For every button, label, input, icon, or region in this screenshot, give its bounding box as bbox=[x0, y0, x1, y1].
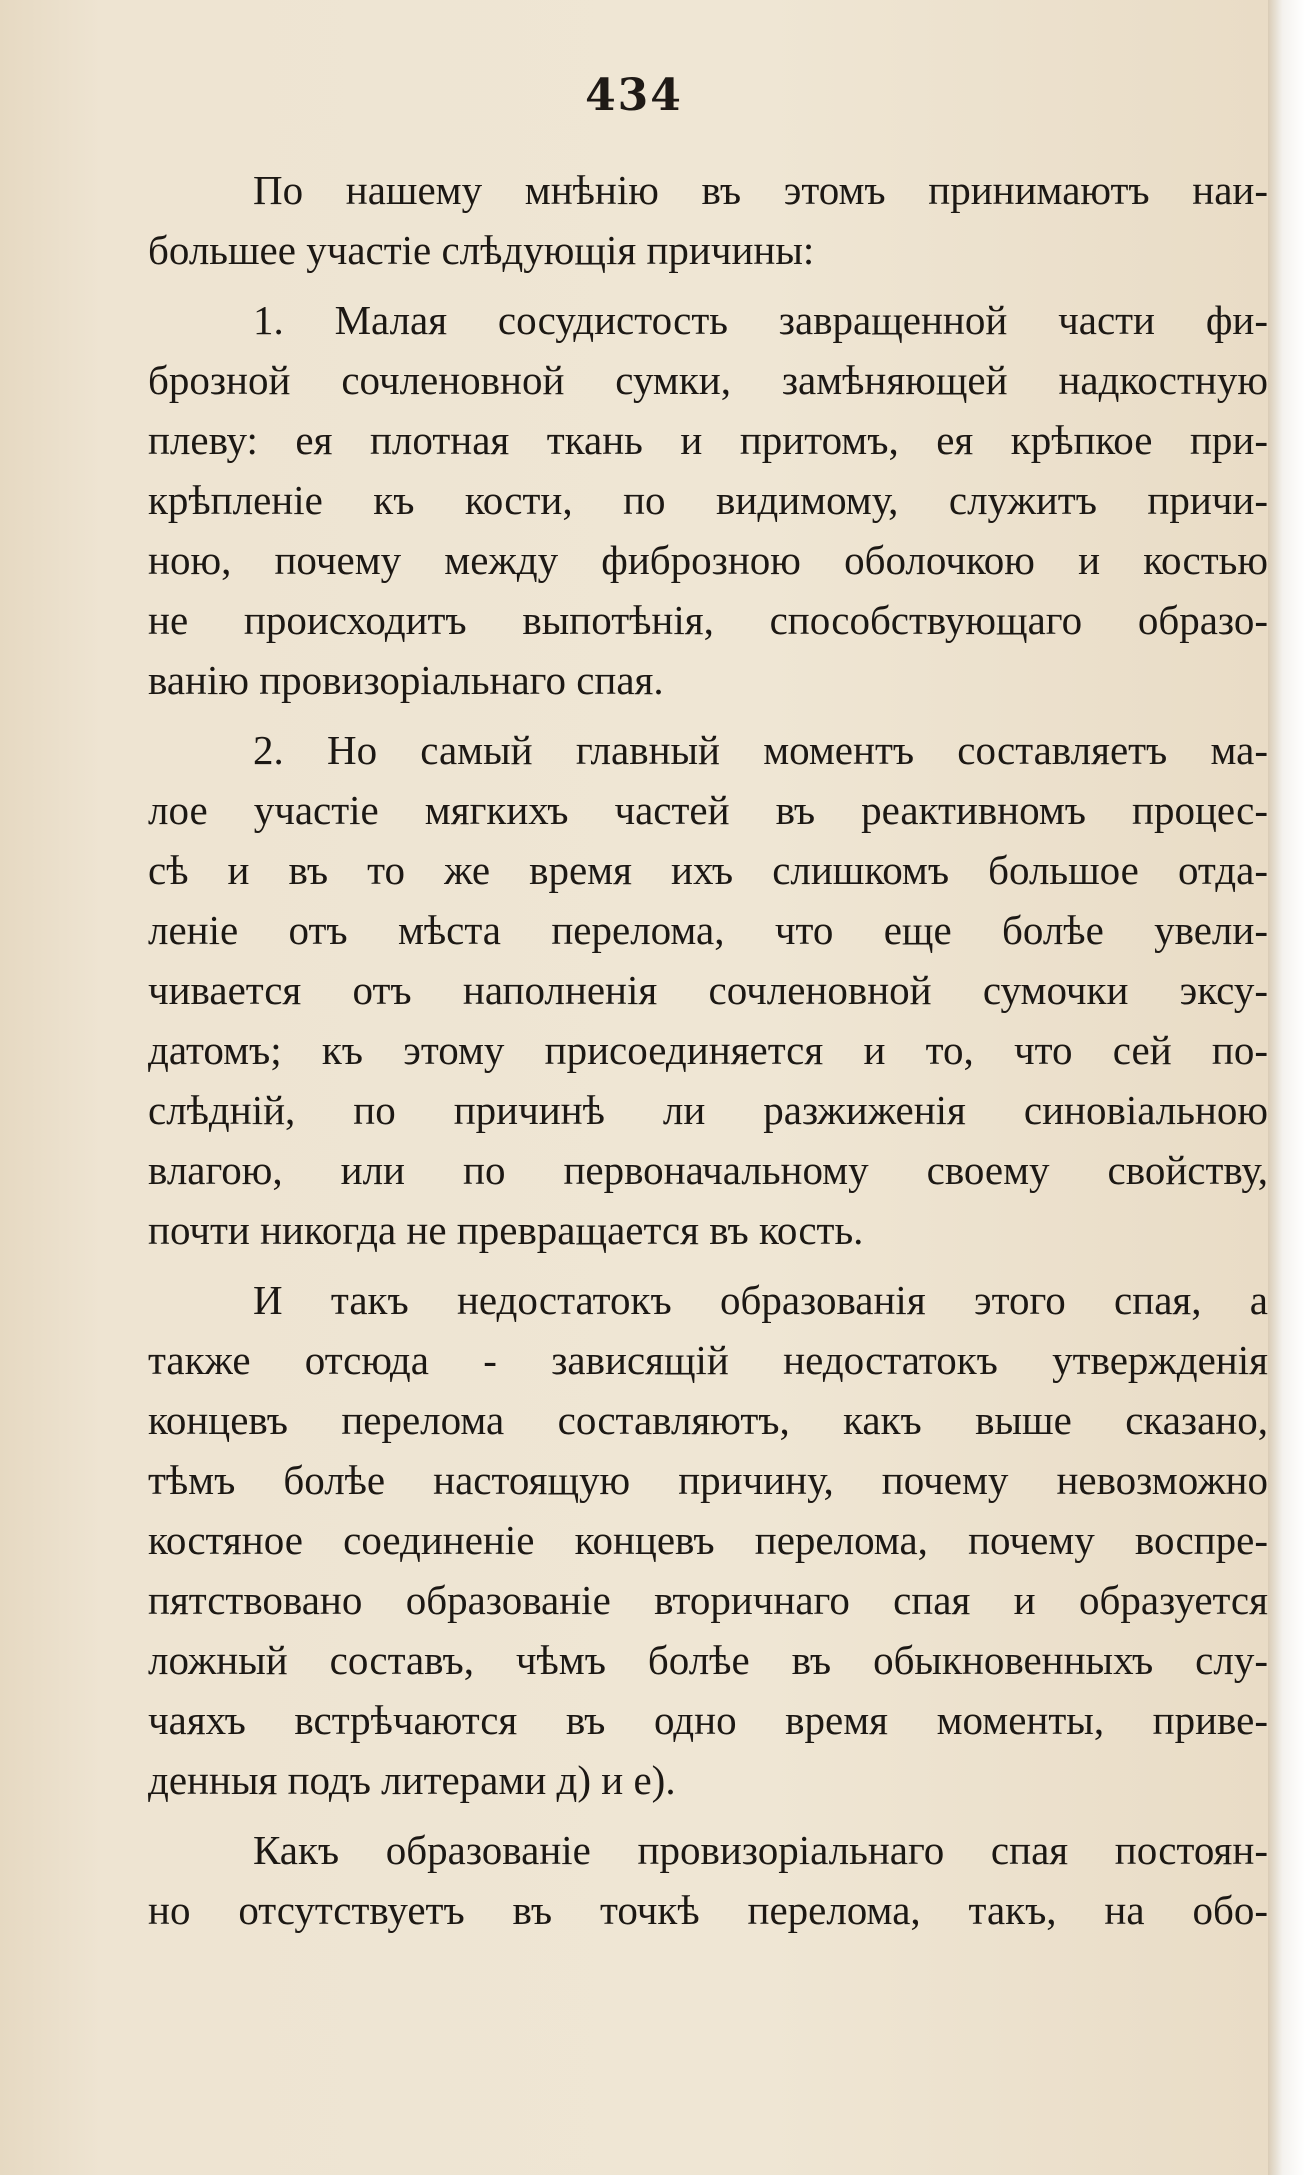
paragraph-1 bbox=[148, 160, 1268, 280]
text-line: По нашему мнѣнію въ этомъ принимаютъ наи- bbox=[253, 167, 1268, 213]
text-line: чаяхъ встрѣчаются въ одно время моменты, приве- bbox=[148, 1697, 1268, 1743]
text-line: не происходитъ выпотѣнія, способствующаго образо- bbox=[148, 597, 1268, 643]
text-line: леніе отъ мѣста перелома, что еще болѣе увели- bbox=[148, 907, 1268, 953]
paragraph-4 bbox=[148, 1270, 1268, 1810]
page-edge bbox=[1268, 0, 1305, 2175]
text-line: костяное соединеніе концевъ перелома, почему воспре- bbox=[148, 1517, 1268, 1563]
text-line: сѣ и въ то же время ихъ слишкомъ большое отда- bbox=[148, 847, 1268, 893]
text-line: брозной сочленовной сумки, замѣняющей надкостную bbox=[148, 357, 1268, 403]
page-number: 434 bbox=[585, 70, 683, 121]
text-line: большее участіе слѣдующія причины: bbox=[148, 227, 815, 273]
text-line: лое участіе мягкихъ частей въ реактивномъ процес- bbox=[148, 787, 1268, 833]
text-line: 1. Малая сосудистость завращенной части фи- bbox=[253, 297, 1268, 343]
text-line: влагою, или по первоначальному своему свойству, bbox=[148, 1147, 1268, 1193]
text-line: ложный составъ, чѣмъ болѣе въ обыкновенныхъ слу- bbox=[148, 1637, 1268, 1683]
text-line: но отсутствуетъ въ точкѣ перелома, такъ, на обо- bbox=[148, 1887, 1268, 1933]
text-line: пятствовано образованіе вторичнаго спая и образуется bbox=[148, 1577, 1268, 1623]
text-line: 2. Но самый главный моментъ составляетъ ма- bbox=[253, 727, 1268, 773]
text-line: концевъ перелома составляютъ, какъ выше сказано, bbox=[148, 1397, 1268, 1443]
text-line: датомъ; къ этому присоединяется и то, что сей по- bbox=[148, 1027, 1268, 1073]
paragraph-3 bbox=[148, 720, 1268, 1260]
text-line: ванію провизоріальнаго спая. bbox=[148, 657, 664, 703]
text-line: крѣпленіе къ кости, по видимому, служитъ причи- bbox=[148, 477, 1268, 523]
body-text bbox=[148, 160, 1268, 1950]
paragraph-2 bbox=[148, 290, 1268, 710]
text-line: И такъ недостатокъ образованія этого спая, а bbox=[253, 1277, 1268, 1323]
text-line: почти никогда не превращается въ кость. bbox=[148, 1207, 864, 1253]
text-line: ною, почему между фиброзною оболочкою и костью bbox=[148, 537, 1268, 583]
text-line: плеву: ея плотная ткань и притомъ, ея крѣпкое при- bbox=[148, 417, 1268, 463]
text-line: чивается отъ наполненія сочленовной сумочки эксу- bbox=[148, 967, 1268, 1013]
text-line: Какъ образованіе провизоріальнаго спая постоян- bbox=[253, 1827, 1268, 1873]
text-line: слѣдній, по причинѣ ли разжиженія синовіальною bbox=[148, 1087, 1268, 1133]
text-line: тѣмъ болѣе настоящую причину, почему невозможно bbox=[148, 1457, 1268, 1503]
text-line: денныя подъ литерами д) и е). bbox=[148, 1757, 676, 1803]
paragraph-5 bbox=[148, 1820, 1268, 1940]
text-line: также отсюда - зависящій недостатокъ утвержденія bbox=[148, 1337, 1268, 1383]
